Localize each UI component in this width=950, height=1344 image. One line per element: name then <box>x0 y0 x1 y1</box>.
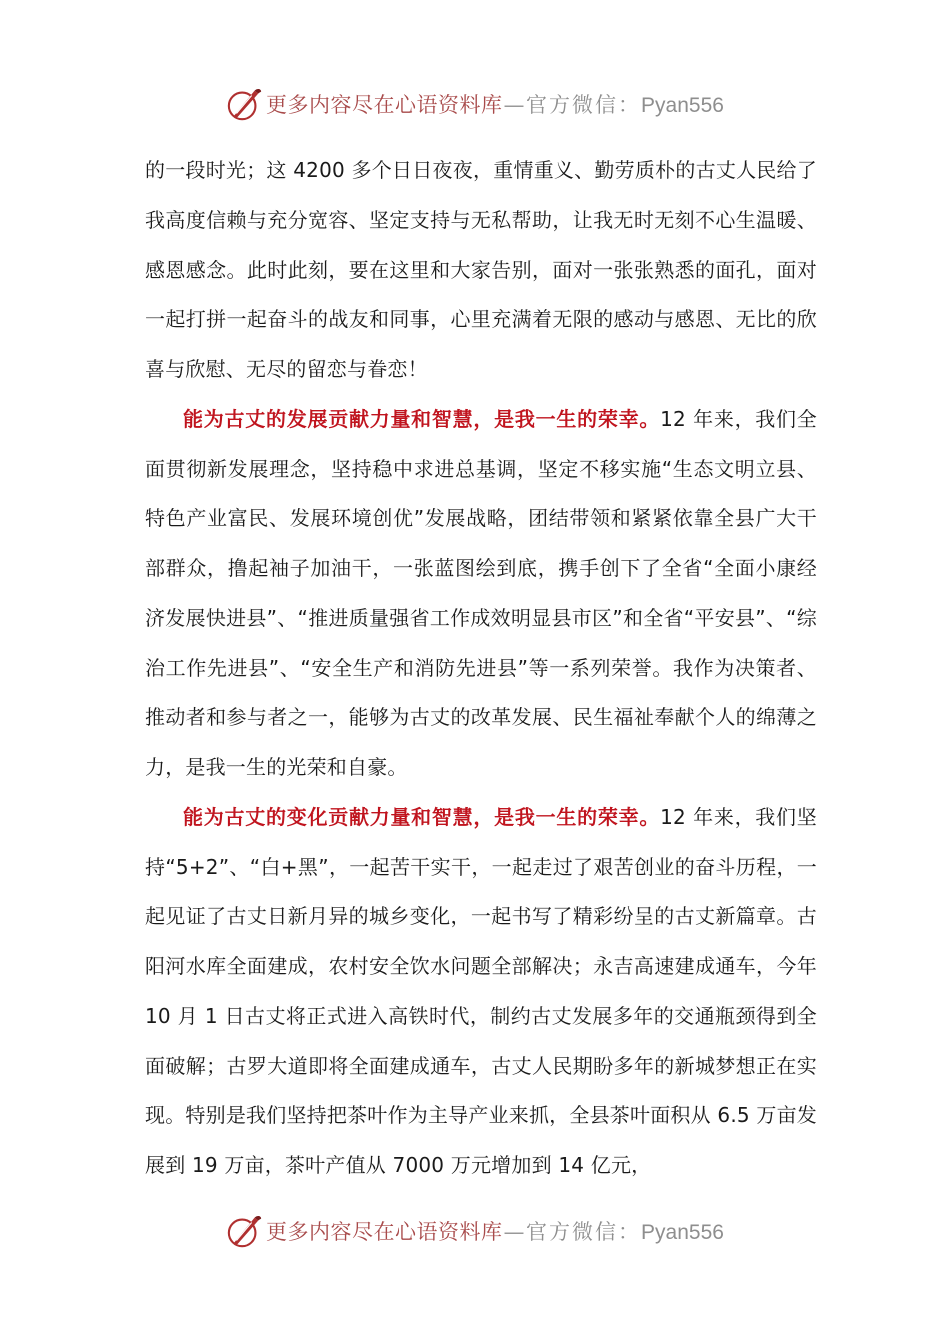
quill-pen-logo-icon <box>226 1212 264 1250</box>
footer-dash: — <box>503 1220 526 1244</box>
paragraph-3-highlight: 能为古丈的变化贡献力量和智慧，是我一生的荣幸。 <box>183 804 661 829</box>
paragraph-3-text: 12 年来，我们坚持“5+2”、“白+黑”，一起苦干实干，一起走过了艰苦创业的奋斗历程，一起见证了古丈日新月异的城乡变化，一起书写了精彩纷呈的古丈新篇章。古阳河水库全面建成，农村安全饮水问题全部解决；永吉高速建成通车，今年 10 月 1 日古丈将正式进入高铁时代，制约古丈发展多年的交通瓶颈得到全面破解；古罗大道即将全面建成通车，古丈人民期盼多年的新城梦想正在实现。特别是我们坚持把茶叶作为主导产业来抓，全县茶叶面积从 6.5 万亩发展到 19 万亩，茶叶产值从 7000 万元增加到 14 亿元， <box>145 804 817 1177</box>
footer-official-label: 官方微信： <box>526 1220 642 1244</box>
quill-pen-logo-icon <box>226 85 264 123</box>
header-wechat-id: Pyan556 <box>641 94 724 117</box>
document-body <box>145 146 817 1191</box>
header-dash: — <box>503 93 526 117</box>
header-official-label: 官方微信： <box>526 93 642 117</box>
paragraph-2-highlight: 能为古丈的发展贡献力量和智慧，是我一生的荣幸。 <box>183 406 661 431</box>
paragraph-1: 的一段时光；这 4200 多个日日夜夜，重情重义、勤劳质朴的古丈人民给了我高度信赖与充分宽容、坚定支持与无私帮助，让我无时无刻不心生温暖、感恩感念。此时此刻，要在这里和大家告别，面对一张张熟悉的面孔，面对一起打拼一起奋斗的战友和同事，心里充满着无限的感动与感恩、无比的欣喜与欣慰、无尽的留恋与眷恋！ <box>145 158 817 381</box>
footer-brand-text: 更多内容尽在心语资料库 <box>266 1220 503 1244</box>
paragraph-2 <box>145 395 817 793</box>
header-banner <box>0 84 950 124</box>
footer-wechat-id: Pyan556 <box>641 1221 724 1244</box>
paragraph-3 <box>145 793 817 1191</box>
header-brand-text: 更多内容尽在心语资料库 <box>266 93 503 117</box>
paragraph-2-text: 12 年来，我们全面贯彻新发展理念，坚持稳中求进总基调，坚定不移实施“生态文明立县、特色产业富民、发展环境创优”发展战略，团结带领和紧紧依靠全县广大干部群众，撸起袖子加油干，一张蓝图绘到底，携手创下了全省“全面小康经济发展快进县”、“推进质量强省工作成效明显县市区”和全省“平安县”、“综治工作先进县”、“安全生产和消防先进县”等一系列荣誉。我作为决策者、推动者和参与者之一，能够为古丈的改革发展、民生福祉奉献个人的绵薄之力，是我一生的光荣和自豪。 <box>145 406 817 779</box>
footer-banner <box>0 1211 950 1251</box>
